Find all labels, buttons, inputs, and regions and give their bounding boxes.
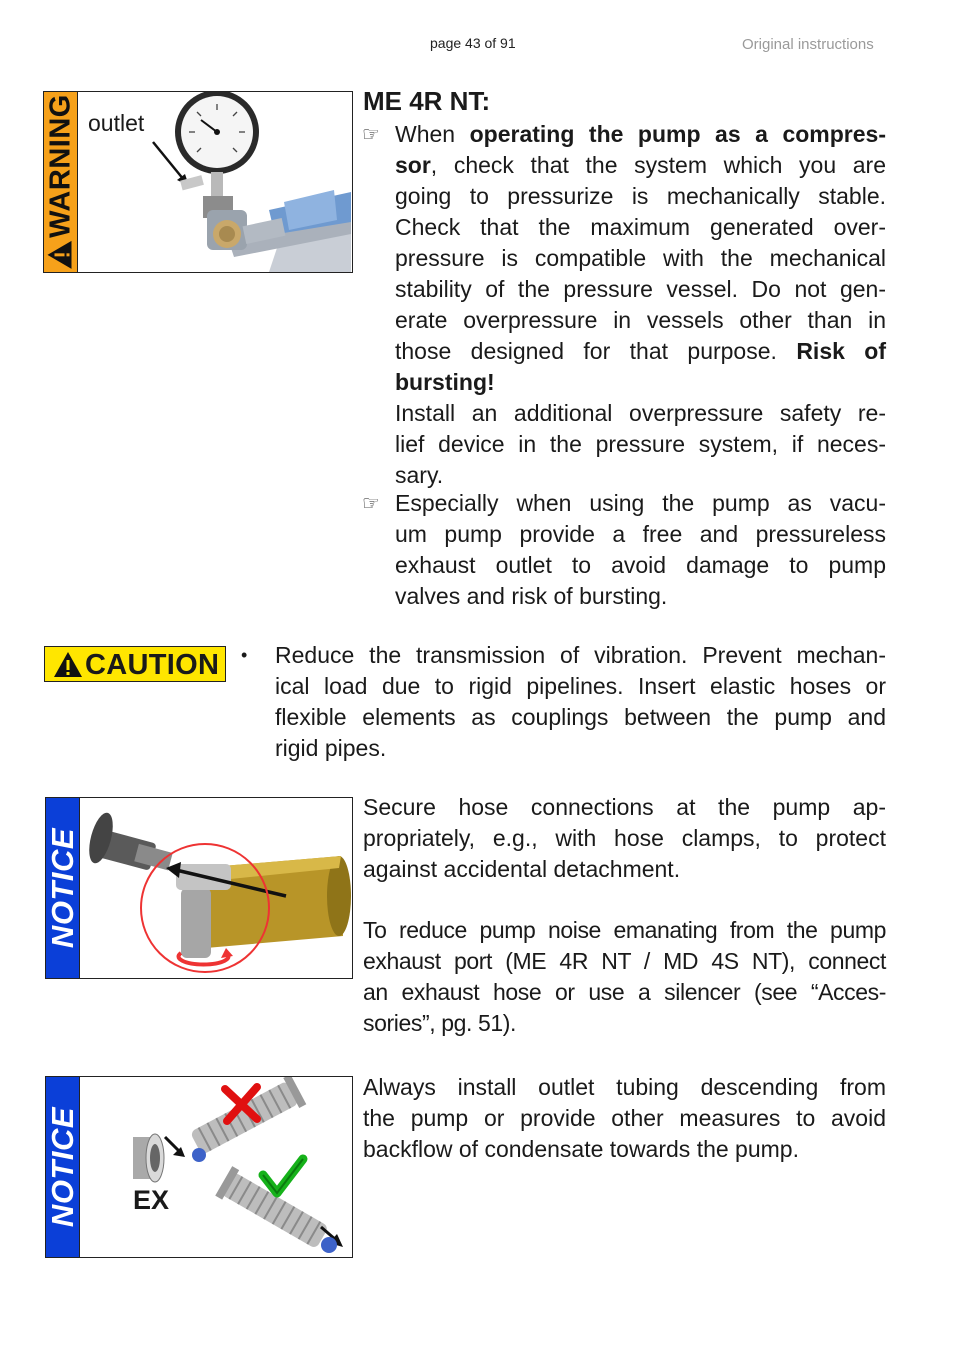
warning-figure xyxy=(43,91,353,273)
caution-label-box xyxy=(44,646,226,682)
pressure-gauge-illustration xyxy=(79,92,351,272)
notice-1-para-2 xyxy=(363,915,886,1039)
section-title: ME 4R NT: xyxy=(363,86,491,116)
text-line: um pump provide a free and pressureless xyxy=(395,521,886,547)
text-line: those designed for that purpose. Risk of xyxy=(395,338,886,364)
text-line: an exhaust hose or use a silencer (see “Acces- xyxy=(363,979,886,1005)
caution-text xyxy=(275,640,886,764)
text-line: sor, check that the system which you are xyxy=(395,152,886,178)
text-line: Especially when using the pump as vacu- xyxy=(395,490,886,516)
outlet-tubing-illustration xyxy=(81,1077,351,1257)
text-line: To reduce pump noise emanating from the pump xyxy=(363,917,886,943)
document-label: Original instructions xyxy=(742,36,874,53)
text-line: exhaust port (ME 4R NT / MD 4S NT), connect xyxy=(363,948,886,974)
warning-triangle-icon xyxy=(46,240,72,270)
text-line: rigid pipes. xyxy=(275,735,387,761)
notice-2-text xyxy=(363,1072,886,1165)
warning-item-2 xyxy=(395,488,886,612)
text-line: Always install outlet tubing descending from xyxy=(363,1074,886,1100)
notice-sidebar-label: NOTICE xyxy=(44,1106,80,1228)
text-line: bursting! xyxy=(395,369,495,395)
text-line: stability of the pressure vessel. Do not gen- xyxy=(395,276,886,302)
bullet-icon: • xyxy=(241,645,248,665)
text-line: sary. xyxy=(395,462,444,488)
notice-sidebar-label: NOTICE xyxy=(44,827,80,949)
page-number: page 43 of 91 xyxy=(430,35,516,51)
text-line: exhaust outlet to avoid damage to pump xyxy=(395,552,886,578)
text-line: going to pressurize is mechanically stable. xyxy=(395,183,886,209)
text-line: Reduce the transmission of vibration. Prevent mechan- xyxy=(275,642,886,668)
text-line: Check that the maximum generated over- xyxy=(395,214,886,240)
text-line: sories”, pg. 51). xyxy=(363,1010,516,1036)
warning-sidebar xyxy=(44,92,78,272)
pointing-hand-icon: ☞ xyxy=(362,124,380,146)
notice-sidebar xyxy=(46,1077,80,1257)
text-line: lief device in the pressure system, if neces- xyxy=(395,431,886,457)
warning-item-1 xyxy=(395,119,886,491)
warning-triangle-icon xyxy=(53,651,83,678)
text-line: against accidental detachment. xyxy=(363,856,681,882)
hose-clamp-illustration xyxy=(81,798,351,978)
text-line: pressure is compatible with the mechanical xyxy=(395,245,886,271)
text-line: When operating the pump as a compres- xyxy=(395,121,886,147)
notice-sidebar xyxy=(46,798,80,978)
caution-label: CAUTION xyxy=(85,649,220,681)
text-line: valves and risk of bursting. xyxy=(395,583,668,609)
text-line: flexible elements as couplings between the pump and xyxy=(275,704,886,730)
text-line: propriately, e.g., with hose clamps, to protect xyxy=(363,825,886,851)
ex-label: EX xyxy=(133,1185,170,1215)
notice-figure-hose xyxy=(45,797,353,979)
text-line: the pump or provide other measures to avoid xyxy=(363,1105,886,1131)
notice-figure-outlet xyxy=(45,1076,353,1258)
notice-1-para-1 xyxy=(363,792,886,885)
pointing-hand-icon: ☞ xyxy=(362,493,380,515)
outlet-label: outlet xyxy=(88,110,145,136)
text-line: Secure hose connections at the pump ap- xyxy=(363,794,886,820)
text-line: backflow of condensate towards the pump. xyxy=(363,1136,799,1162)
text-line: Install an additional overpressure safety re- xyxy=(395,400,886,426)
text-line: erate overpressure in vessels other than in xyxy=(395,307,886,333)
warning-sidebar-label: WARNING xyxy=(44,94,77,270)
text-line: ical load due to rigid pipelines. Insert elastic hoses or xyxy=(275,673,886,699)
